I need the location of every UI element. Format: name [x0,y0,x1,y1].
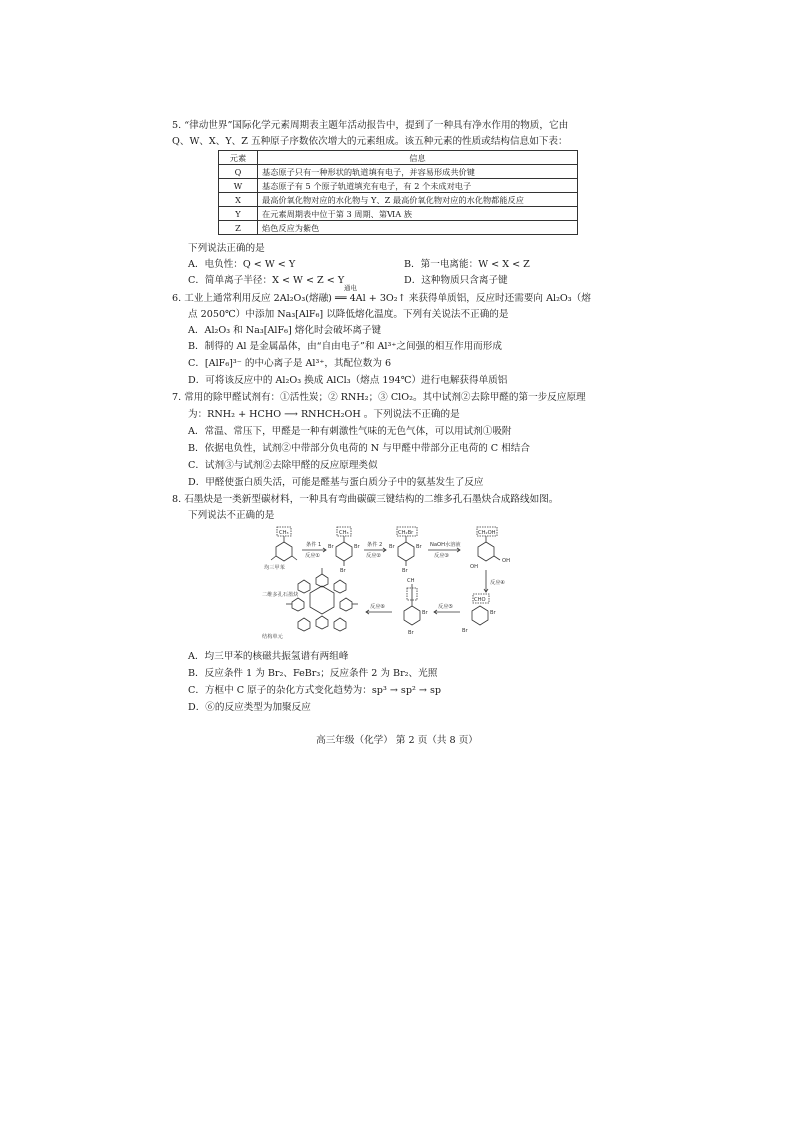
q8-line1: 8. 石墨炔是一类新型碳材料，一种具有弯曲碳碳三键结构的二维多孔石墨炔合成路线如图。 [172,494,559,505]
table-cell-element: Q [219,165,258,179]
label-ch3-2: CH₃ [339,530,349,536]
q6-line1: 6. 工业上通常利用反应 2Al₂O₃(熔融) ══ 4Al + 3O₂↑ 来获得单质铝，反应时还需要向 Al₂O₃（熔 [172,293,591,304]
label-ch: CH [407,578,415,584]
table-row [219,165,578,179]
label-ch3: CH₃ [279,530,289,536]
q8-option-b: B．反应条件 1 为 Br₂、FeBr₃；反应条件 2 为 Br₂、光照 [188,668,438,679]
label-br-9: Br [422,610,428,616]
label-br-4: Br [389,544,395,550]
table-row [219,193,578,207]
label-step4: 反应④ [490,580,506,586]
synthesis-scheme [262,524,552,642]
table-cell-info: 基态原子有 5 个原子轨道填充有电子，有 2 个未成对电子 [258,179,578,193]
table-cell-element: X [219,193,258,207]
table-row [219,221,578,235]
table-cell-info: 在元素周期表中位于第 3 周期、第ⅥA 族 [258,207,578,221]
label-naoh: NaOH水溶液 [430,542,461,548]
table-cell-info: 最高价氧化物对应的水化物与 Y、Z 最高价氧化物对应的水化物都能反应 [258,193,578,207]
label-br-8: Br [462,628,468,634]
table-cell-info: 基态原子只有一种形状的轨道填有电子，并容易形成共价键 [258,165,578,179]
label-oh-2: OH [470,564,478,570]
graphyne-network [286,568,358,631]
element-info-table [218,150,578,235]
q8-option-c: C．方框中 C 原子的杂化方式变化趋势为：sp³ → sp² → sp [188,685,442,696]
label-ch2br: CH₂Br [398,530,414,536]
label-step1: 反应① [305,553,321,559]
q8-option-d: D．⑥的反应类型为加聚反应 [188,702,311,713]
label-step3: 反应③ [434,553,450,559]
q5-option-d: D．这种物质只含离子键 [404,275,508,286]
q6-option-c: C．[AlF₆]³⁻ 的中心离子是 Al³⁺，其配位数为 6 [188,358,392,369]
label-br-2: Br [354,544,360,550]
table-header-info: 信息 [258,151,578,165]
label-oh-1: OH [502,558,510,564]
table-cell-element: W [219,179,258,193]
label-repeat-unit: 结构单元 [262,634,283,640]
table-cell-info: 焰色反应为紫色 [258,221,578,235]
table-cell-element: Z [219,221,258,235]
q6-arrow-label: 通电 [344,284,357,292]
label-br-6: Br [402,568,408,574]
q5-stem: 下列说法正确的是 [188,243,265,254]
q7-option-b: B．依据电负性，试剂②中带部分负电荷的 N 与甲醛中带部分正电荷的 C 相结合 [188,443,530,454]
label-step5: 反应⑤ [438,604,454,610]
q6-option-d: D．可将该反应中的 Al₂O₃ 换成 AlCl₃（熔点 194℃）进行电解获得单质铝 [188,375,508,386]
q7-line1: 7. 常用的除甲醛试剂有：①活性炭；② RNH₂；③ ClO₂。其中试剂②去除甲醛的第一步反应原理 [172,392,586,403]
label-cond2: 条件 2 [367,542,383,548]
q6-option-b: B．制得的 Al 是金属晶体，由“自由电子”和 Al³⁺之间强的相互作用而形成 [188,341,502,352]
q7-line2: 为：RNH₂ + HCHO ⟶ RNHCH₂OH 。下列说法不正确的是 [188,409,460,420]
q8-stem: 下列说法不正确的是 [188,510,275,521]
label-br-5: Br [416,544,422,550]
q5-line1: 5. “律动世界”国际化学元素周期表主题年活动报告中，提到了一种具有净水作用的物质，它由 [172,120,569,131]
table-row [219,207,578,221]
table-header-row [219,151,578,165]
label-cho: CHO [474,597,486,603]
q7-option-d: D．甲醛使蛋白质失活，可能是醛基与蛋白质分子中的氨基发生了反应 [188,477,484,488]
label-step2: 反应② [366,553,382,559]
q5-option-a: A．电负性：Q < W < Y [188,259,296,270]
label-start: 均三甲苯 [264,565,285,571]
q5-option-b: B．第一电离能：W < X < Z [404,259,530,270]
q5-option-c: C．简单离子半径：X < W < Z < Y [188,275,345,286]
label-br-7: Br [490,610,496,616]
q6-line2: 点 2050℃）中添加 Na₃[AlF₆] 以降低熔化温度。下列有关说法不正确的是 [188,309,509,320]
table-row [219,179,578,193]
table-header-element: 元素 [219,151,258,165]
label-ch2oh: CH₂OH [478,530,496,536]
label-step6: 反应⑥ [370,604,386,610]
table-cell-element: Y [219,207,258,221]
q7-option-a: A．常温、常压下，甲醛是一种有刺激性气味的无色气体，可以用试剂①吸附 [188,426,512,437]
q6-option-a: A．Al₂O₃ 和 Na₃[AlF₆] 熔化时会破坏离子键 [188,325,382,336]
page-footer: 高三年级（化学） 第 2 页（共 8 页） [316,735,478,746]
label-product: 二维多孔石墨炔 [262,592,299,598]
q5-line2: Q、W、X、Y、Z 五种原子序数依次增大的元素组成。该五种元素的性质或结构信息如下表： [172,136,568,147]
benzene-ring [276,542,292,561]
label-br-1: Br [328,544,334,550]
q8-option-a: A．均三甲苯的核磁共振氢谱有两组峰 [188,651,349,662]
label-cond1: 条件 1 [306,542,322,548]
label-br-10: Br [408,630,414,636]
q7-option-c: C．试剂③与试剂②去除甲醛的反应原理类似 [188,460,378,471]
label-br-3: Br [340,568,346,574]
